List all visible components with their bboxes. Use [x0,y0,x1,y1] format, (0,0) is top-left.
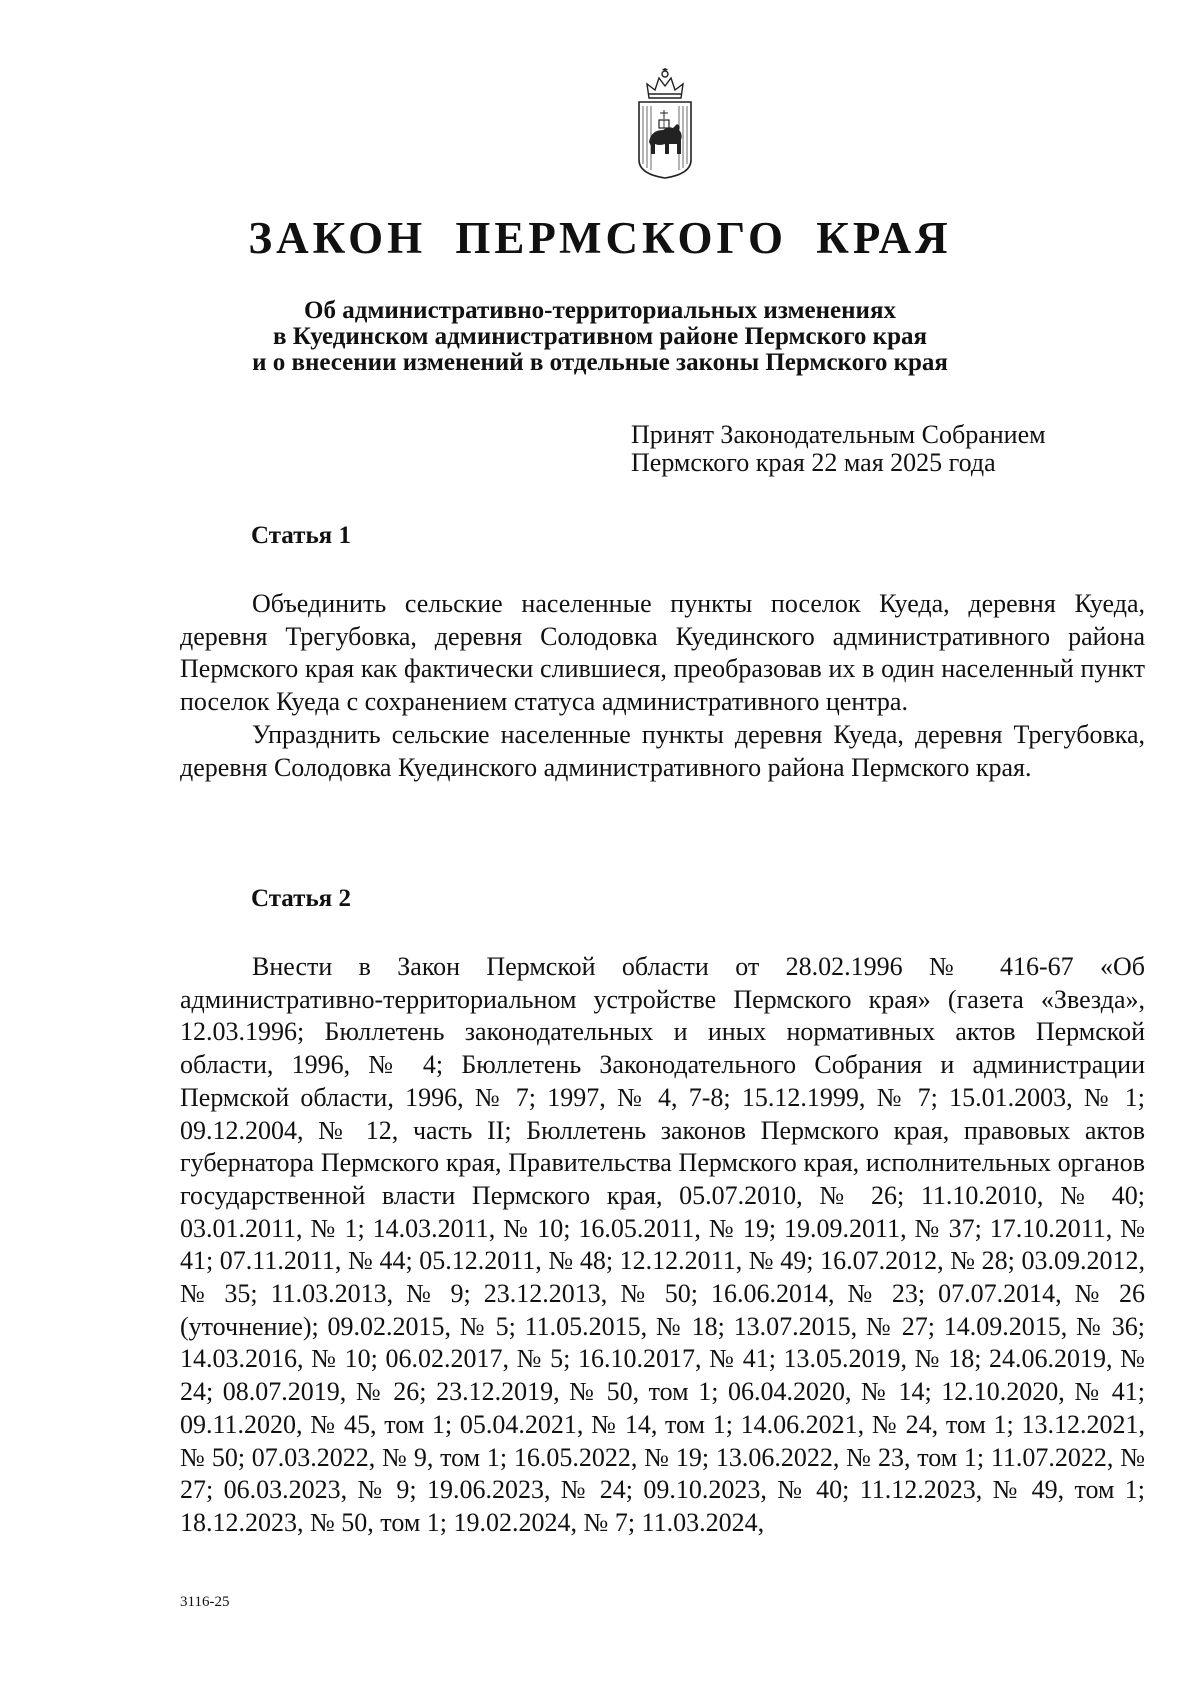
article-paragraph: Объединить сельские населенные пункты поселок Куеда, деревня Куеда, деревня Трегубовка, деревня Солодовка Куединского административного района Пермского края как фактически слившиеся, преобразовав их в один населенный пункт поселок Куеда с сохранением статуса административного центра. [180,589,1145,717]
document-code: 3116-25 [180,1594,230,1610]
document-title: ЗАКОН ПЕРМСКОГО КРАЯ [248,213,952,263]
document-subtitle [0,298,1200,376]
adoption-line: Пермского края 22 мая 2025 года [631,448,996,477]
adoption-note [631,421,1046,477]
subtitle-line: Об административно-территориальных изменениях [304,297,896,324]
article-paragraph: Внести в Закон Пермской области от 28.02.1996 № 416-67 «Об административно-территориальном устройстве Пермского края» (газета «Звезда», 12.03.1996; Бюллетень законодательных и иных нормативных актов Пермской области, 1996, № 4; Бюллетень Законодательного Собрания и администрации Пермской области, 1996, № 7; 1997, № 4, 7-8; 15.12.1999, № 7; 15.01.2003, № 1; 09.12.2004, № 12, часть II; Бюллетень законов Пермского края, правовых актов губернатора Пермского края, Правительства Пермского края, исполнительных органов государственной власти Пермского края, 05.07.2010, № 26; 11.10.2010, № 40; 03.01.2011, № 1; 14.03.2011, № 10; 16.05.2011, № 19; 19.09.2011, № 37; 17.10.2011, № 41; 07.11.2011, № 44; 05.12.2011, № 48; 12.12.2011, № 49; 16.07.2012, № 28; 03.09.2012, № 35; 11.03.2013, № 9; 23.12.2013, № 50; 16.06.2014, № 23; 07.07.2014, № 26 (уточнение); 09.02.2015, № 5; 11.05.2015, № 18; 13.07.2015, № 27; 14.09.2015, № 36; 14.03.2016, № 10; 06.02.2017, № 5; 16.10.2017, № 41; 13.05.2019, № 18; 24.06.2019, № 24; 08.07.2019, № 26; 23.12.2019, № 50, том 1; 06.04.2020, № 14; 12.10.2020, № 41; 09.11.2020, № 45, том 1; 05.04.2021, № 14, том 1; 14.06.2021, № 24, том 1; 13.12.2021, № 50; 07.03.2022, № 9, том 1; 16.05.2022, № 19; 13.06.2022, № 23, том 1; 11.07.2022, № 27; 06.03.2023, № 9; 19.06.2023, № 24; 09.10.2023, № 40; 11.12.2023, № 49, том 1; 18.12.2023, № 50, том 1; 19.02.2024, № 7; 11.03.2024, [180,952,1145,1537]
adoption-line: Принят Законодательным Собранием [631,420,1046,449]
article-2-heading: Статья 2 [251,885,351,912]
subtitle-line: и о внесении изменений в отдельные законы Пермского края [252,349,948,376]
subtitle-line: в Куединском административном районе Пермского края [272,323,928,350]
article-1-heading: Статья 1 [251,522,351,549]
article-1-body [180,588,1145,784]
coat-of-arms-icon [625,64,705,182]
article-paragraph: Упразднить сельские населенные пункты деревня Куеда, деревня Трегубовка, деревня Солодовка Куединского административного района Пермского края. [180,719,1145,782]
article-2-body [180,951,1145,1540]
